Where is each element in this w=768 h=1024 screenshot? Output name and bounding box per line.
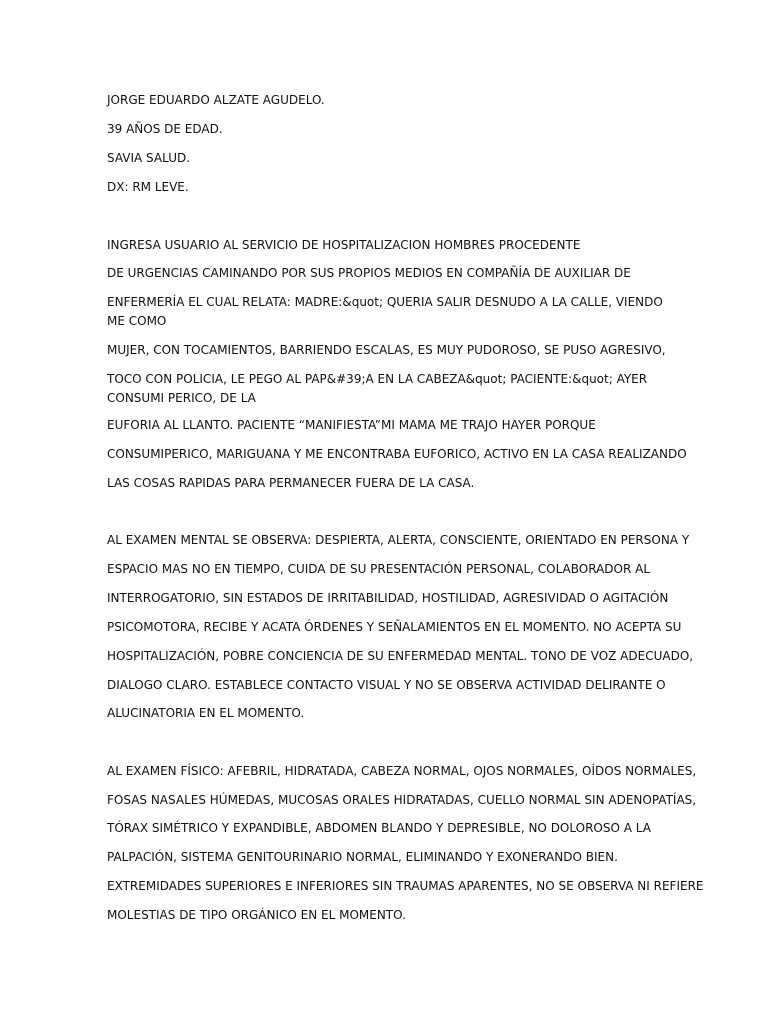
paragraph2-line: AL EXAMEN MENTAL SE OBSERVA: DESPIERTA, ALERTA, CONSCIENTE, ORIENTADO EN PERSONA Y: [107, 533, 690, 547]
patient-insurer: SAVIA SALUD.: [107, 151, 191, 165]
paragraph1-line: INGRESA USUARIO AL SERVICIO DE HOSPITALIZACION HOMBRES PROCEDENTE: [107, 238, 581, 252]
paragraph3-line: MOLESTIAS DE TIPO ORGÁNICO EN EL MOMENTO.: [107, 908, 406, 922]
patient-name: JORGE EDUARDO ALZATE AGUDELO.: [107, 93, 325, 107]
paragraph2-line: PSICOMOTORA, RECIBE Y ACATA ÓRDENES Y SEÑALAMIENTOS EN EL MOMENTO. NO ACEPTA SU: [107, 620, 682, 634]
paragraph2-line: HOSPITALIZACIÓN, POBRE CONCIENCIA DE SU ENFERMEDAD MENTAL. TONO DE VOZ ADECUADO,: [107, 649, 694, 663]
paragraph3-line: FOSAS NASALES HÚMEDAS, MUCOSAS ORALES HIDRATADAS, CUELLO NORMAL SIN ADENOPATÍAS,: [107, 793, 697, 807]
paragraph3-line: AL EXAMEN FÍSICO: AFEBRIL, HIDRATADA, CABEZA NORMAL, OJOS NORMALES, OÍDOS NORMALES,: [107, 764, 697, 778]
paragraph1-line: DE URGENCIAS CAMINANDO POR SUS PROPIOS MEDIOS EN COMPAÑÍA DE AUXILIAR DE: [107, 266, 631, 280]
paragraph2-line: INTERROGATORIO, SIN ESTADOS DE IRRITABILIDAD, HOSTILIDAD, AGRESIVIDAD O AGITACIÓN: [107, 591, 669, 605]
paragraph1-line: MUJER, CON TOCAMIENTOS, BARRIENDO ESCALAS, ES MUY PUDOROSO, SE PUSO AGRESIVO,: [107, 343, 666, 357]
patient-diagnosis: DX: RM LEVE.: [107, 180, 189, 194]
paragraph1-line: TOCO CON POLICIA, LE PEGO AL PAP&#39;A EN LA CABEZA&quot; PACIENTE:&quot; AYER CONSUMI PERICO, DE LA: [107, 372, 648, 405]
patient-age: 39 AÑOS DE EDAD.: [107, 122, 223, 136]
paragraph1-line: LAS COSAS RAPIDAS PARA PERMANECER FUERA DE LA CASA.: [107, 476, 475, 490]
paragraph3-line: PALPACIÓN, SISTEMA GENITOURINARIO NORMAL, ELIMINANDO Y EXONERANDO BIEN.: [107, 850, 618, 864]
paragraph1-line: ENFERMERÍA EL CUAL RELATA: MADRE:&quot; QUERIA SALIR DESNUDO A LA CALLE, VIENDO ME COMO: [107, 295, 663, 328]
paragraph3-line: TÓRAX SIMÉTRICO Y EXPANDIBLE, ABDOMEN BLANDO Y DEPRESIBLE, NO DOLOROSO A LA: [107, 821, 651, 835]
paragraph1-line: EUFORIA AL LLANTO. PACIENTE “MANIFIESTA”MI MAMA ME TRAJO HAYER PORQUE: [107, 418, 596, 432]
paragraph2-line: DIALOGO CLARO. ESTABLECE CONTACTO VISUAL Y NO SE OBSERVA ACTIVIDAD DELIRANTE O: [107, 678, 666, 692]
paragraph1-line: CONSUMIPERICO, MARIGUANA Y ME ENCONTRABA EUFORICO, ACTIVO EN LA CASA REALIZANDO: [107, 447, 687, 461]
paragraph2-line: ALUCINATORIA EN EL MOMENTO.: [107, 706, 305, 720]
document-page: [107, 0, 704, 1024]
paragraph3-line: EXTREMIDADES SUPERIORES E INFERIORES SIN TRAUMAS APARENTES, NO SE OBSERVA NI REFIERE: [107, 879, 704, 893]
paragraph2-line: ESPACIO MAS NO EN TIEMPO, CUIDA DE SU PRESENTACIÓN PERSONAL, COLABORADOR AL: [107, 562, 651, 576]
